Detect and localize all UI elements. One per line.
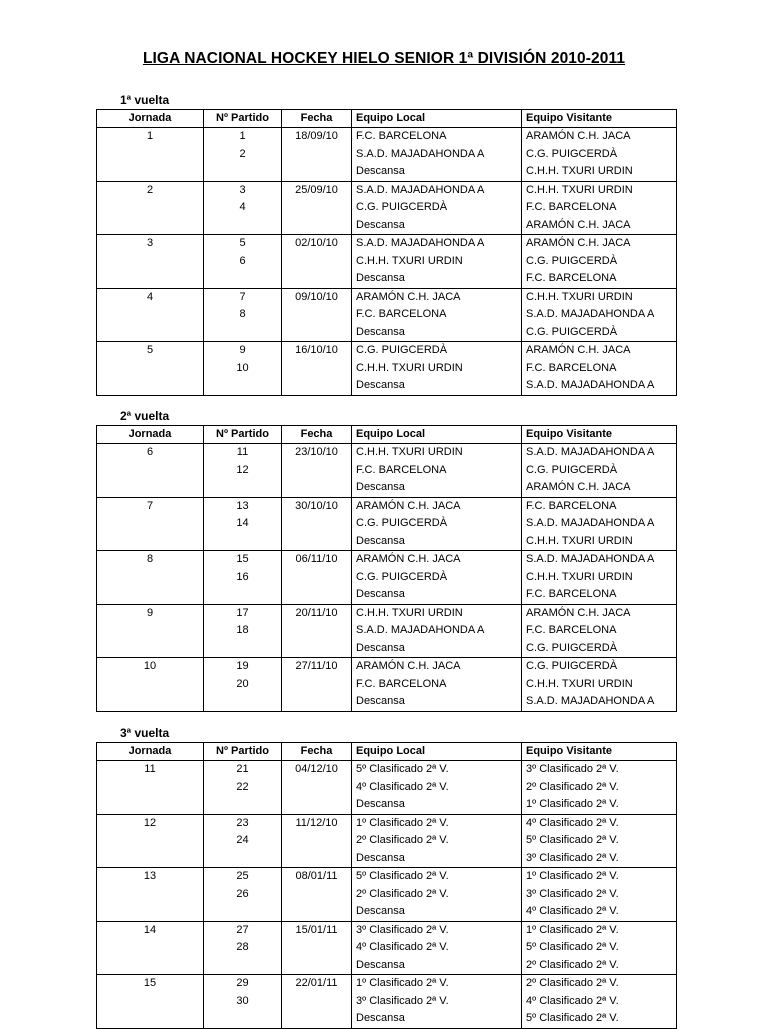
- local-team: ARAMÓN C.H. JACA: [356, 499, 461, 512]
- local-team: Descansa: [356, 534, 405, 547]
- local-cell: [352, 975, 522, 1029]
- schedule-table: [96, 425, 677, 712]
- jornada-number: 9: [146, 606, 154, 619]
- section-1a-vuelta: [96, 91, 677, 396]
- jornada-number: 4: [146, 290, 154, 303]
- local-team: Descansa: [356, 272, 405, 284]
- fecha-cell: [282, 288, 352, 342]
- fecha-cell: [282, 497, 352, 551]
- fecha-value: 22/01/11: [295, 977, 338, 989]
- visitante-cell: [522, 181, 677, 235]
- visitante-team: C.G. PUIGCERDÀ: [526, 147, 618, 160]
- visitante-team: 1º Clasificado 2ª V.: [526, 870, 619, 882]
- jornada-number: 12: [143, 816, 157, 829]
- jornada-cell: [97, 342, 204, 396]
- partido-number: 9: [239, 344, 246, 356]
- partido-cell: [204, 551, 282, 605]
- partido-number: 8: [239, 308, 246, 320]
- partido-number: 10: [236, 361, 249, 374]
- local-team: Descansa: [356, 379, 405, 391]
- visitante-team: ARAMÓN C.H. JACA: [526, 606, 631, 619]
- partido-cell: [204, 342, 282, 396]
- header-row: [97, 426, 677, 444]
- partido-number: 16: [236, 570, 249, 583]
- local-team: C.G. PUIGCERDÀ: [356, 201, 448, 213]
- visitante-team: 3º Clasificado 2ª V.: [526, 763, 619, 775]
- jornada-number: 13: [143, 870, 157, 882]
- partido-number: 6: [239, 254, 246, 267]
- header-fecha: Fecha: [282, 426, 352, 444]
- jornada-cell: [97, 497, 204, 551]
- header-visitante: Equipo Visitante: [522, 426, 677, 444]
- table-row: [97, 497, 677, 551]
- table-row: [97, 342, 677, 396]
- partido-cell: [204, 235, 282, 289]
- visitante-team: 1º Clasificado 2ª V.: [526, 798, 619, 810]
- visitante-team: ARAMÓN C.H. JACA: [526, 218, 631, 231]
- fecha-cell: [282, 181, 352, 235]
- local-cell: [352, 551, 522, 605]
- fecha-value: 25/09/10: [295, 183, 338, 196]
- partido-cell: [204, 497, 282, 551]
- partido-number: 4: [239, 201, 246, 213]
- partido-number: 2: [239, 147, 246, 160]
- header-local: Equipo Local: [352, 110, 522, 128]
- visitante-cell: [522, 128, 677, 182]
- visitante-team: C.G. PUIGCERDÀ: [526, 660, 618, 672]
- table-row: [97, 444, 677, 498]
- local-team: Descansa: [356, 481, 405, 493]
- jornada-number: 6: [146, 446, 154, 458]
- local-team: Descansa: [356, 798, 405, 810]
- page-title: LIGA NACIONAL HOCKEY HIELO SENIOR 1ª DIVISIÓN 2010-2011: [142, 50, 626, 67]
- table-row: [97, 551, 677, 605]
- visitante-team: C.H.H. TXURI URDIN: [526, 677, 633, 690]
- visitante-team: 2º Clasificado 2ª V.: [526, 977, 619, 989]
- partido-number: 3: [239, 183, 246, 196]
- header-jornada: Jornada: [97, 426, 204, 444]
- jornada-number: 5: [146, 344, 154, 356]
- partido-number: 21: [236, 763, 249, 775]
- local-team: 5º Clasificado 2ª V.: [356, 763, 449, 775]
- local-cell: [352, 235, 522, 289]
- partido-number: 23: [236, 816, 249, 829]
- local-team: Descansa: [356, 695, 405, 707]
- visitante-cell: [522, 921, 677, 975]
- header-local: Equipo Local: [352, 426, 522, 444]
- jornada-cell: [97, 658, 204, 712]
- partido-cell: [204, 921, 282, 975]
- jornada-number: 10: [143, 660, 157, 672]
- fecha-cell: [282, 235, 352, 289]
- local-team: C.H.H. TXURI URDIN: [356, 254, 463, 267]
- visitante-team: C.H.H. TXURI URDIN: [526, 183, 633, 196]
- jornada-cell: [97, 921, 204, 975]
- header-partido: Nº Partido: [204, 743, 282, 761]
- jornada-number: 11: [144, 763, 156, 775]
- visitante-team: F.C. BARCELONA: [526, 201, 617, 213]
- header-partido: Nº Partido: [204, 426, 282, 444]
- local-cell: [352, 761, 522, 815]
- section-title: 1ª vuelta: [120, 93, 170, 107]
- visitante-team: 5º Clasificado 2ª V.: [526, 1012, 619, 1024]
- visitante-team: 4º Clasificado 2ª V.: [526, 905, 619, 917]
- visitante-cell: [522, 658, 677, 712]
- visitante-team: 5º Clasificado 2ª V.: [526, 834, 619, 846]
- visitante-team: F.C. BARCELONA: [526, 272, 617, 284]
- table-row: [97, 288, 677, 342]
- visitante-team: S.A.D. MAJADAHONDA A: [526, 517, 655, 529]
- fecha-cell: [282, 444, 352, 498]
- fecha-cell: [282, 658, 352, 712]
- local-team: C.H.H. TXURI URDIN: [356, 606, 463, 619]
- partido-number: 24: [236, 834, 249, 846]
- visitante-team: C.H.H. TXURI URDIN: [526, 165, 633, 177]
- local-cell: [352, 288, 522, 342]
- visitante-team: ARAMÓN C.H. JACA: [526, 130, 631, 142]
- section-title: 2ª vuelta: [120, 409, 170, 423]
- visitante-team: S.A.D. MAJADAHONDA A: [526, 695, 655, 707]
- local-team: C.G. PUIGCERDÀ: [356, 344, 448, 356]
- partido-number: 17: [236, 606, 249, 619]
- visitante-team: ARAMÓN C.H. JACA: [526, 344, 631, 356]
- visitante-team: 3º Clasificado 2ª V.: [526, 887, 619, 900]
- local-cell: [352, 921, 522, 975]
- partido-cell: [204, 288, 282, 342]
- table-row: [97, 235, 677, 289]
- visitante-cell: [522, 814, 677, 868]
- local-team: C.G. PUIGCERDÀ: [356, 517, 448, 529]
- header-visitante: Equipo Visitante: [522, 743, 677, 761]
- fecha-value: 20/11/10: [295, 606, 338, 619]
- partido-number: 19: [236, 660, 249, 672]
- visitante-team: F.C. BARCELONA: [526, 588, 617, 600]
- schedule-table: [96, 109, 677, 396]
- partido-cell: [204, 181, 282, 235]
- local-team: 1º Clasificado 2ª V.: [356, 977, 449, 989]
- fecha-value: 08/01/11: [295, 870, 338, 882]
- local-team: Descansa: [356, 958, 405, 971]
- fecha-cell: [282, 921, 352, 975]
- jornada-cell: [97, 128, 204, 182]
- fecha-cell: [282, 342, 352, 396]
- local-team: C.H.H. TXURI URDIN: [356, 361, 463, 374]
- header-local: Equipo Local: [352, 743, 522, 761]
- visitante-team: S.A.D. MAJADAHONDA A: [526, 446, 655, 458]
- local-team: Descansa: [356, 641, 405, 654]
- visitante-team: S.A.D. MAJADAHONDA A: [526, 308, 655, 320]
- local-cell: [352, 658, 522, 712]
- partido-number: 26: [236, 887, 249, 900]
- local-cell: [352, 128, 522, 182]
- visitante-team: 1º Clasificado 2ª V.: [526, 923, 619, 936]
- visitante-team: C.G. PUIGCERDÀ: [526, 463, 618, 476]
- visitante-team: 5º Clasificado 2ª V.: [526, 941, 619, 953]
- partido-cell: [204, 604, 282, 658]
- local-team: S.A.D. MAJADAHONDA A: [356, 183, 485, 196]
- partido-number: 22: [236, 780, 249, 793]
- visitante-cell: [522, 868, 677, 922]
- jornada-cell: [97, 235, 204, 289]
- jornada-number: 3: [146, 237, 154, 249]
- fecha-cell: [282, 975, 352, 1029]
- partido-number: 12: [236, 463, 249, 476]
- jornada-cell: [97, 444, 204, 498]
- visitante-cell: [522, 761, 677, 815]
- fecha-cell: [282, 604, 352, 658]
- visitante-team: 2º Clasificado 2ª V.: [526, 780, 619, 793]
- local-team: S.A.D. MAJADAHONDA A: [356, 147, 485, 160]
- local-team: C.H.H. TXURI URDIN: [356, 446, 463, 458]
- table-row: [97, 604, 677, 658]
- fecha-value: 04/12/10: [295, 763, 338, 775]
- local-cell: [352, 181, 522, 235]
- partido-cell: [204, 868, 282, 922]
- visitante-team: C.G. PUIGCERDÀ: [526, 325, 618, 338]
- schedule-table: [96, 742, 677, 1029]
- partido-number: 13: [236, 499, 249, 512]
- jornada-number: 1: [146, 130, 154, 142]
- local-cell: [352, 342, 522, 396]
- visitante-team: ARAMÓN C.H. JACA: [526, 481, 631, 493]
- visitante-team: 4º Clasificado 2ª V.: [526, 816, 619, 829]
- visitante-team: 4º Clasificado 2ª V.: [526, 994, 619, 1007]
- fecha-value: 16/10/10: [295, 344, 338, 356]
- section-title: 3ª vuelta: [120, 726, 170, 740]
- section-3a-vuelta: [96, 724, 677, 1029]
- local-team: S.A.D. MAJADAHONDA A: [356, 237, 485, 249]
- visitante-cell: [522, 497, 677, 551]
- jornada-number: 15: [143, 977, 157, 989]
- fecha-cell: [282, 761, 352, 815]
- local-team: C.G. PUIGCERDÀ: [356, 570, 448, 583]
- partido-cell: [204, 814, 282, 868]
- header-partido: Nº Partido: [204, 110, 282, 128]
- local-cell: [352, 868, 522, 922]
- partido-number: 29: [236, 977, 249, 989]
- partido-cell: [204, 444, 282, 498]
- fecha-value: 02/10/10: [295, 237, 338, 249]
- header-fecha: Fecha: [282, 743, 352, 761]
- local-cell: [352, 497, 522, 551]
- header-fecha: Fecha: [282, 110, 352, 128]
- partido-number: 25: [236, 870, 249, 882]
- local-team: Descansa: [356, 1012, 405, 1024]
- jornada-cell: [97, 288, 204, 342]
- table-row: [97, 921, 677, 975]
- jornada-cell: [97, 181, 204, 235]
- header-jornada: Jornada: [97, 110, 204, 128]
- jornada-number: 8: [146, 553, 154, 565]
- local-cell: [352, 604, 522, 658]
- partido-number: 18: [236, 624, 249, 636]
- partido-number: 15: [236, 553, 249, 565]
- table-row: [97, 761, 677, 815]
- visitante-team: F.C. BARCELONA: [526, 499, 617, 512]
- visitante-cell: [522, 342, 677, 396]
- jornada-cell: [97, 814, 204, 868]
- partido-number: 30: [236, 994, 249, 1007]
- partido-number: 14: [236, 517, 249, 529]
- visitante-team: S.A.D. MAJADAHONDA A: [526, 553, 655, 565]
- local-team: ARAMÓN C.H. JACA: [356, 290, 461, 303]
- jornada-number: 2: [146, 183, 154, 196]
- partido-number: 5: [239, 237, 246, 249]
- table-row: [97, 975, 677, 1029]
- jornada-number: 7: [146, 499, 154, 512]
- fecha-value: 30/10/10: [295, 499, 338, 512]
- local-cell: [352, 814, 522, 868]
- visitante-team: 2º Clasificado 2ª V.: [526, 958, 619, 971]
- partido-cell: [204, 975, 282, 1029]
- visitante-team: ARAMÓN C.H. JACA: [526, 237, 631, 249]
- jornada-cell: [97, 868, 204, 922]
- local-team: 2º Clasificado 2ª V.: [356, 887, 449, 900]
- visitante-team: 3º Clasificado 2ª V.: [526, 851, 619, 864]
- jornada-cell: [97, 761, 204, 815]
- section-2a-vuelta: [96, 407, 677, 712]
- fecha-value: 11/12/10: [295, 816, 338, 829]
- local-team: ARAMÓN C.H. JACA: [356, 660, 461, 672]
- local-team: 5º Clasificado 2ª V.: [356, 870, 449, 882]
- jornada-cell: [97, 975, 204, 1029]
- local-team: ARAMÓN C.H. JACA: [356, 553, 461, 565]
- partido-number: 20: [236, 677, 249, 690]
- table-row: [97, 181, 677, 235]
- local-team: Descansa: [356, 905, 405, 917]
- partido-number: 11: [236, 446, 249, 458]
- header-visitante: Equipo Visitante: [522, 110, 677, 128]
- fecha-value: 15/01/11: [295, 923, 338, 936]
- jornada-cell: [97, 604, 204, 658]
- table-row: [97, 814, 677, 868]
- local-team: 3º Clasificado 2ª V.: [356, 994, 449, 1007]
- visitante-team: C.G. PUIGCERDÀ: [526, 641, 618, 654]
- fecha-value: 23/10/10: [295, 446, 338, 458]
- visitante-team: C.H.H. TXURI URDIN: [526, 534, 633, 547]
- local-cell: [352, 444, 522, 498]
- header-row: [97, 110, 677, 128]
- fecha-cell: [282, 814, 352, 868]
- local-team: 1º Clasificado 2ª V.: [356, 816, 449, 829]
- fecha-value: 27/11/10: [295, 660, 338, 672]
- table-row: [97, 128, 677, 182]
- jornada-number: 14: [143, 923, 157, 936]
- local-team: 4º Clasificado 2ª V.: [356, 941, 449, 953]
- header-jornada: Jornada: [97, 743, 204, 761]
- visitante-team: C.H.H. TXURI URDIN: [526, 290, 633, 303]
- partido-number: 28: [236, 941, 249, 953]
- local-team: Descansa: [356, 851, 405, 864]
- visitante-team: F.C. BARCELONA: [526, 361, 617, 374]
- visitante-team: F.C. BARCELONA: [526, 624, 617, 636]
- visitante-cell: [522, 551, 677, 605]
- local-team: Descansa: [356, 165, 405, 177]
- local-team: F.C. BARCELONA: [356, 308, 447, 320]
- fecha-value: 18/09/10: [295, 130, 338, 142]
- local-team: S.A.D. MAJADAHONDA A: [356, 624, 485, 636]
- partido-number: 1: [239, 130, 246, 142]
- fecha-cell: [282, 868, 352, 922]
- fecha-cell: [282, 128, 352, 182]
- local-team: 2º Clasificado 2ª V.: [356, 834, 449, 846]
- jornada-cell: [97, 551, 204, 605]
- visitante-cell: [522, 975, 677, 1029]
- visitante-team: S.A.D. MAJADAHONDA A: [526, 379, 655, 391]
- partido-number: 27: [236, 923, 249, 936]
- local-team: Descansa: [356, 325, 405, 338]
- visitante-cell: [522, 235, 677, 289]
- visitante-team: C.H.H. TXURI URDIN: [526, 570, 633, 583]
- local-team: Descansa: [356, 588, 405, 600]
- fecha-value: 06/11/10: [295, 553, 338, 565]
- fecha-value: 09/10/10: [295, 290, 338, 303]
- visitante-cell: [522, 288, 677, 342]
- header-row: [97, 743, 677, 761]
- local-team: F.C. BARCELONA: [356, 677, 447, 690]
- table-row: [97, 658, 677, 712]
- local-team: Descansa: [356, 218, 405, 231]
- local-team: 3º Clasificado 2ª V.: [356, 923, 449, 936]
- local-team: 4º Clasificado 2ª V.: [356, 780, 449, 793]
- table-row: [97, 868, 677, 922]
- partido-number: 7: [239, 290, 246, 303]
- partido-cell: [204, 761, 282, 815]
- local-team: F.C. BARCELONA: [356, 463, 447, 476]
- visitante-cell: [522, 444, 677, 498]
- visitante-cell: [522, 604, 677, 658]
- visitante-team: C.G. PUIGCERDÀ: [526, 254, 618, 267]
- partido-cell: [204, 128, 282, 182]
- fecha-cell: [282, 551, 352, 605]
- local-team: F.C. BARCELONA: [356, 130, 447, 142]
- partido-cell: [204, 658, 282, 712]
